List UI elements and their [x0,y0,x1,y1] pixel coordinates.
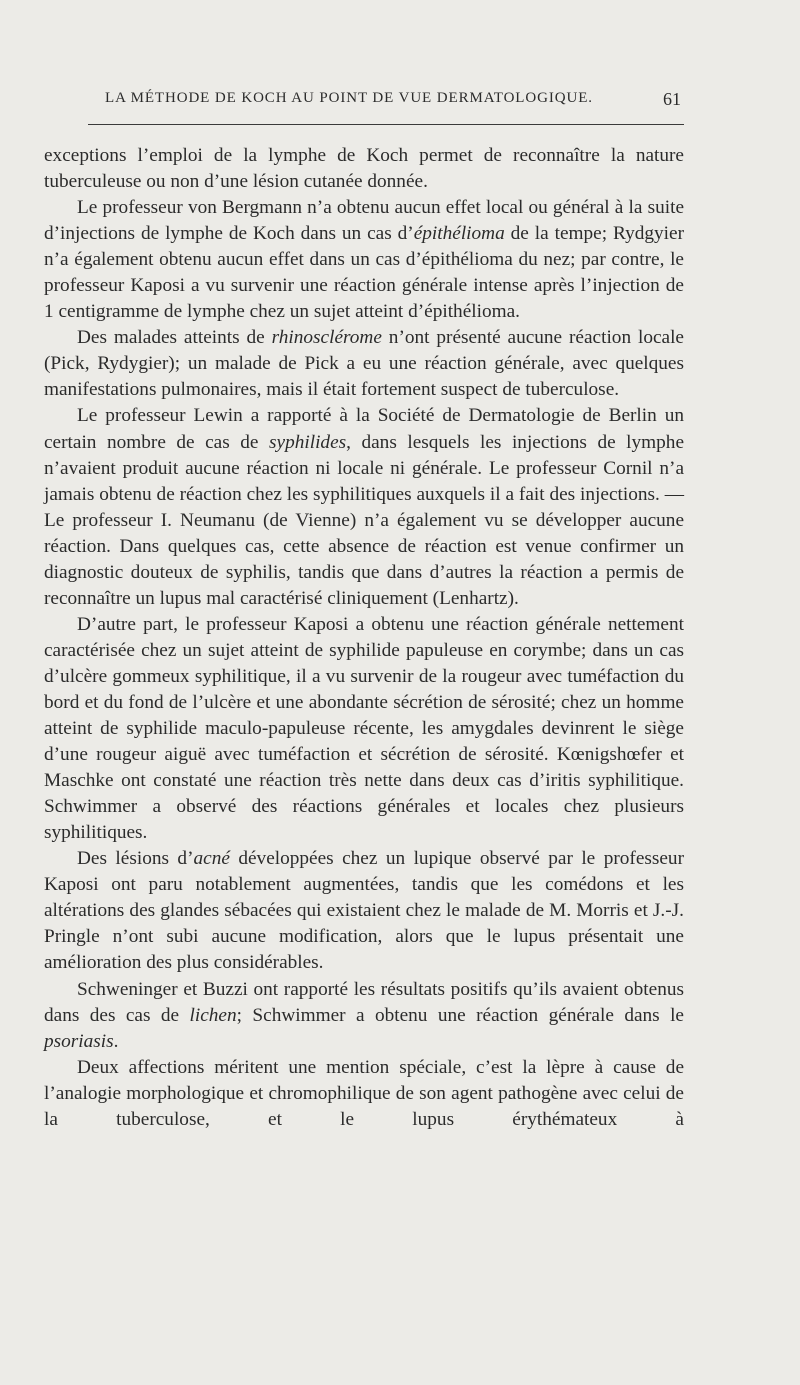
paragraph-5 [44,612,684,846]
paragraph-6-text-a: Des lésions d’ [77,848,194,870]
paragraph-1-text: exceptions l’emploi de la lymphe de Koch permet de reconnaître la nature tuberculeuse ou non d’une lésion cutanée donnée. [44,145,684,193]
paragraph-4-italic: syphilides [269,431,347,453]
paragraph-5-text: D’autre part, le professeur Kaposi a obtenu une réaction générale nettement caractérisée chez un sujet atteint de syphilide papuleuse en corymbe; dans un cas d’ulcère gommeux syphilitique, il a vu survenir de la rougeur avec tuméfaction du bord et du fond de l’ulcère et une abondante sécrétion de sérosité; chez un homme atteint de syphilide maculo-papuleuse récente, les amygdales devinrent le siège d’une rougeur aiguë avec tuméfaction et sécrétion de sérosité. Kœnigshœfer et Maschke ont constaté une réaction très nette dans deux cas d’iritis syphilitique. Schwimmer a observé des réactions générales et locales chez plusieurs syphilitiques. [44,613,684,844]
paragraph-2-text-a: Le professeur von Bergmann n’a obtenu aucun effet local ou général à la suite d’injections de lymphe de Koch dans un cas d’ [44,197,684,245]
header-rule [88,124,684,125]
paragraph-3-italic: rhinosclérome [271,327,382,349]
paragraph-7-text-b: ; Schwimmer a obtenu une réaction générale dans le [236,1004,684,1026]
body-text [44,143,684,1133]
paragraph-1 [44,143,684,195]
running-title: LA MÉTHODE DE KOCH AU POINT DE VUE DERMATOLOGIQUE. [105,90,593,106]
paragraph-7-italic-2: psoriasis [44,1030,114,1052]
page-number: 61 [663,89,681,109]
paragraph-3 [44,325,684,403]
paragraph-4-text-a: Le professeur Lewin a rapporté à la Société de Dermatologie de Berlin un certain nombre de cas de [44,405,684,453]
paragraph-6 [44,846,684,976]
paragraph-7-text-c: . [113,1030,119,1052]
paragraph-6-text-b: développées chez un lupique observé par le professeur Kaposi ont paru notablement augmentées, tandis que les comédons et les altérations des glandes sébacées qui existaient chez le malade de M. Morris et J.-J. Pringle n’ont subi aucune modification, alors que le lupus présentait une amélioration des plus considérables. [44,848,684,974]
paragraph-7-italic-1: lichen [189,1004,237,1026]
paragraph-8-text: Deux affections méritent une mention spéciale, c’est la lèpre à cause de l’analogie morphologique et chromophilique de son agent pathogène avec celui de la tuberculose, et le lupus érythémateux à [44,1056,684,1130]
paragraph-4-text-b: , dans lesquels les injections de lymphe n’avaient produit aucune réaction ni locale ni générale. Le professeur Cornil n’a jamais obtenu de réaction chez les syphilitiques auxquels il a fait des injections. — Le professeur I. Neumanu (de Vienne) n’a également vu se développer aucune réaction. Dans quelques cas, cette absence de réaction est venue confirmer un diagnostic douteux de syphilis, tandis que dans d’autres la réaction a permis de reconnaître un lupus mal caractérisé cliniquement (Lenhartz). [44,431,685,609]
paragraph-7-text-a: Schweninger et Buzzi ont rapporté les résultats positifs qu’ils avaient obtenus dans des cas de [44,978,684,1026]
paragraph-4 [44,403,684,611]
paragraph-2-text-b: de la tempe; Rydgyier n’a également obtenu aucun effet dans un cas d’épithélioma du nez; par contre, le professeur Kaposi a vu survenir une réaction générale intense après l’injection de 1 centigramme de lymphe chez un sujet atteint d’épithélioma. [44,223,684,323]
paragraph-3-text-b: n’ont présenté aucune réaction locale (Pick, Rydygier); un malade de Pick a eu une réaction générale, avec quelques manifestations pulmonaires, mais il était fortement suspect de tuberculose. [44,327,684,401]
paragraph-6-italic: acné [193,848,230,870]
paragraph-2-italic: épithélioma [413,223,505,245]
page-header [105,90,685,114]
paragraph-3-text-a: Des malades atteints de [77,327,272,349]
paragraph-7 [44,977,684,1055]
paragraph-8 [44,1055,684,1133]
paragraph-2 [44,195,684,325]
